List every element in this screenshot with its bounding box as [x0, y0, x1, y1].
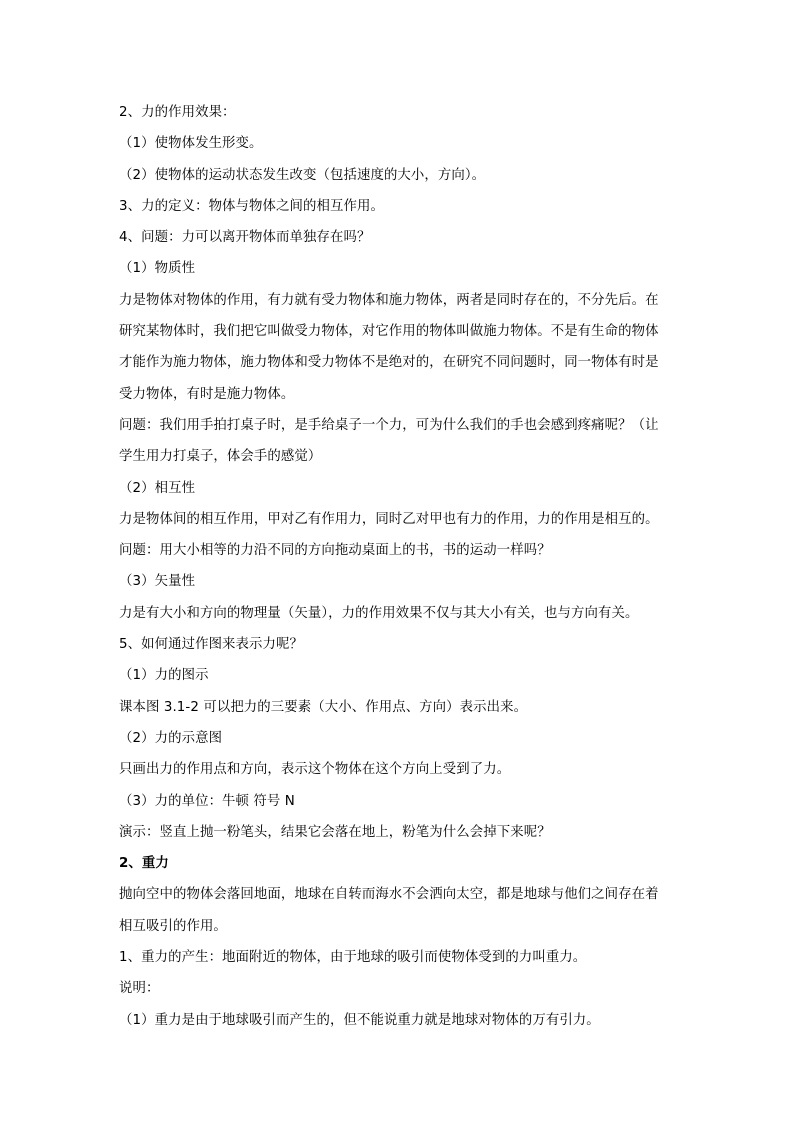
paragraph-line: 课本图 3.1-2 可以把力的三要素（大小、作用点、方向）表示出来。: [119, 699, 528, 715]
paragraph-line: 演示：竖直上抛一粉笔头，结果它会落在地上，粉笔为什么会掉下来呢？: [119, 824, 551, 840]
list-item: （1）使物体发生形变。: [119, 136, 263, 152]
paragraph-line: 受力物体，有时是施力物体。: [119, 386, 295, 402]
paragraph-line: 问题：我们用手拍打桌子时，是手给桌子一个力，可为什么我们的手也会感到疼痛呢？（让: [119, 417, 659, 433]
paragraph-line: 只画出力的作用点和方向，表示这个物体在这个方向上受到了力。: [119, 762, 511, 778]
list-item: （1）力的图示: [119, 668, 209, 684]
paragraph-line: 力是物体间的相互作用，甲对乙有作用力，同时乙对甲也有力的作用，力的作用是相互的。: [119, 511, 659, 527]
list-item: （2）相互性: [119, 480, 196, 496]
list-item: （2）力的示意图: [119, 730, 223, 746]
heading-force-definition: 3、力的定义：物体与物体之间的相互作用。: [119, 198, 384, 214]
list-item: （3）矢量性: [119, 574, 196, 590]
heading-question: 4、问题：力可以离开物体而单独存在吗？: [119, 230, 371, 246]
paragraph-line: 说明：: [119, 981, 160, 997]
paragraph-line: 研究某物体时，我们把它叫做受力物体，对它作用的物体叫做施力物体。不是有生命的物体: [119, 324, 659, 340]
paragraph-line: 问题：用大小相等的力沿不同的方向拖动桌面上的书，书的运动一样吗？: [119, 543, 551, 559]
list-item: （1）重力是由于地球吸引而产生的，但不能说重力就是地球对物体的万有引力。: [119, 1012, 600, 1028]
heading-force-effects: 2、力的作用效果：: [119, 105, 236, 120]
heading-gravity-origin: 1、重力的产生：地面附近的物体，由于地球的吸引而使物体受到的力叫重力。: [119, 950, 587, 966]
paragraph-line: 抛向空中的物体会落回地面，地球在自转而海水不会洒向太空，都是地球与他们之间存在着: [119, 887, 659, 903]
paragraph-line: 力是物体对物体的作用，有力就有受力物体和施力物体，两者是同时存在的，不分先后。在: [119, 292, 659, 308]
list-item: （3）力的单位：牛顿 符号 N: [119, 793, 295, 809]
paragraph-line: 学生用力打桌子，体会手的感觉）: [119, 449, 322, 465]
paragraph-line: 相互吸引的作用。: [119, 918, 227, 934]
section-heading-gravity: 2、重力: [119, 856, 169, 872]
heading-force-diagram: 5、如何通过作图来表示力呢？: [119, 637, 303, 653]
list-item: （1）物质性: [119, 261, 196, 277]
document-body: [119, 97, 679, 1036]
paragraph-line: 才能作为施力物体，施力物体和受力物体不是绝对的，在研究不同问题时，同一物体有时是: [119, 355, 659, 371]
paragraph-line: 力是有大小和方向的物理量（矢量），力的作用效果不仅与其大小有关，也与方向有关。: [119, 605, 639, 621]
list-item: （2）使物体的运动状态发生改变（包括速度的大小，方向）。: [119, 167, 486, 183]
